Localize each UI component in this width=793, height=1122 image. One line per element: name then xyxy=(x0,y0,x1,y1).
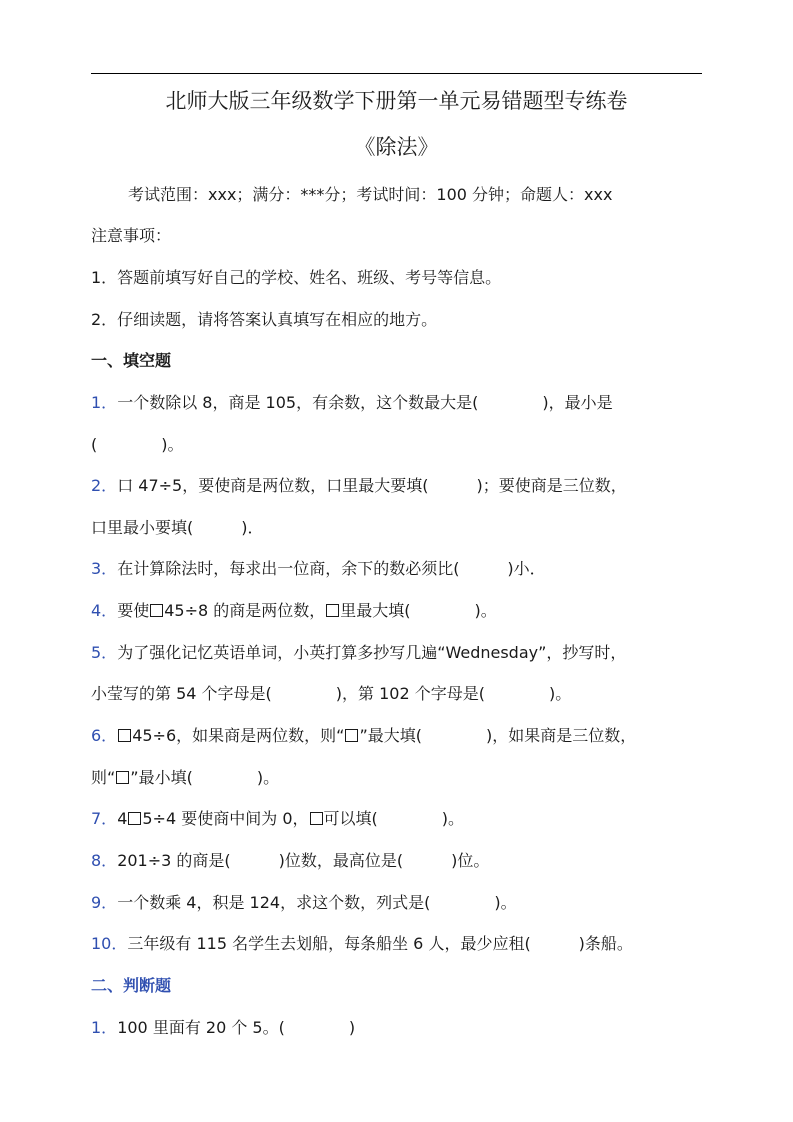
note-item: 2．仔细读题，请将答案认真填写在相应的地方。 xyxy=(91,310,438,329)
question-text: 里最大填( )。 xyxy=(340,601,497,620)
blank-box xyxy=(326,604,339,617)
question-1-cont: ( )。 xyxy=(91,435,184,454)
question-text: 100 里面有 20 个 5。( ) xyxy=(117,1018,356,1037)
exam-info: 考试范围：xxx；满分：***分；考试时间：100 分钟；命题人：xxx xyxy=(128,185,613,204)
question-text: 在计算除法时，每求出一位商，余下的数必须比( )小． xyxy=(117,559,546,578)
blank-box xyxy=(128,812,141,825)
question-text: ”最小填( )。 xyxy=(130,768,280,787)
question-text: 则“ xyxy=(91,768,116,787)
blank-box xyxy=(116,771,129,784)
question-number: 10． xyxy=(91,934,128,953)
question-number: 1． xyxy=(91,1018,118,1037)
question-text: 一个数乘 4，积是 124，求这个数，列式是( )。 xyxy=(117,893,517,912)
question-10 xyxy=(91,934,633,954)
question-text: 可以填( )。 xyxy=(323,809,464,828)
question-6-cont xyxy=(91,768,279,788)
question-number: 4． xyxy=(91,601,118,620)
question-7 xyxy=(91,809,464,829)
blank-box xyxy=(150,604,163,617)
question-text: 201÷3 的商是( )位数，最高位是( )位。 xyxy=(117,851,490,870)
question-6 xyxy=(91,726,636,746)
question-8 xyxy=(91,851,489,871)
question-5-cont: 小莹写的第 54 个字母是( )，第 102 个字母是( )。 xyxy=(91,684,572,703)
question-number: 7． xyxy=(91,809,118,828)
question-text: 为了强化记忆英语单词，小英打算多抄写几遍“Wednesday”，抄写时， xyxy=(117,643,627,662)
question-text: 45÷8 的商是两位数， xyxy=(164,601,326,620)
section-heading-fill-blank: 一、填空题 xyxy=(91,351,172,370)
header-rule xyxy=(91,73,702,74)
question-9 xyxy=(91,893,517,913)
question-text: 4 xyxy=(117,809,128,828)
question-number: 6． xyxy=(91,726,118,745)
question-number: 1． xyxy=(91,393,118,412)
section-heading-true-false: 二、判断题 xyxy=(91,976,172,995)
note-item: 1．答题前填写好自己的学校、姓名、班级、考号等信息。 xyxy=(91,268,502,287)
question-number: 5． xyxy=(91,643,118,662)
question-text: 一个数除以 8，商是 105，有余数，这个数最大是( )，最小是 xyxy=(117,393,613,412)
question-number: 2． xyxy=(91,476,118,495)
question-2-cont: 口里最小要填( )． xyxy=(91,518,264,537)
question-text: 口 47÷5，要使商是两位数，口里最大要填( )；要使商是三位数， xyxy=(117,476,627,495)
tf-question-1 xyxy=(91,1018,355,1038)
question-text: 5÷4 要使商中间为 0， xyxy=(142,809,309,828)
page-subtitle: 《除法》 xyxy=(354,135,439,159)
question-text: 要使 xyxy=(117,601,150,620)
blank-box xyxy=(310,812,323,825)
question-5 xyxy=(91,643,626,663)
question-text: 45÷6，如果商是两位数，则“ xyxy=(132,726,345,745)
page-title: 北师大版三年级数学下册第一单元易错题型专练卷 xyxy=(165,89,628,113)
question-1 xyxy=(91,393,613,413)
question-number: 8． xyxy=(91,851,118,870)
blank-box xyxy=(118,729,131,742)
question-number: 9． xyxy=(91,893,118,912)
question-number: 3． xyxy=(91,559,118,578)
question-text: 三年级有 115 名学生去划船，每条船坐 6 人，最少应租( )条船。 xyxy=(127,934,633,953)
question-text: ”最大填( )，如果商是三位数， xyxy=(359,726,637,745)
blank-box xyxy=(345,729,358,742)
question-4 xyxy=(91,601,497,621)
notes-heading: 注意事项： xyxy=(91,226,172,245)
question-2 xyxy=(91,476,627,496)
question-3 xyxy=(91,559,546,579)
